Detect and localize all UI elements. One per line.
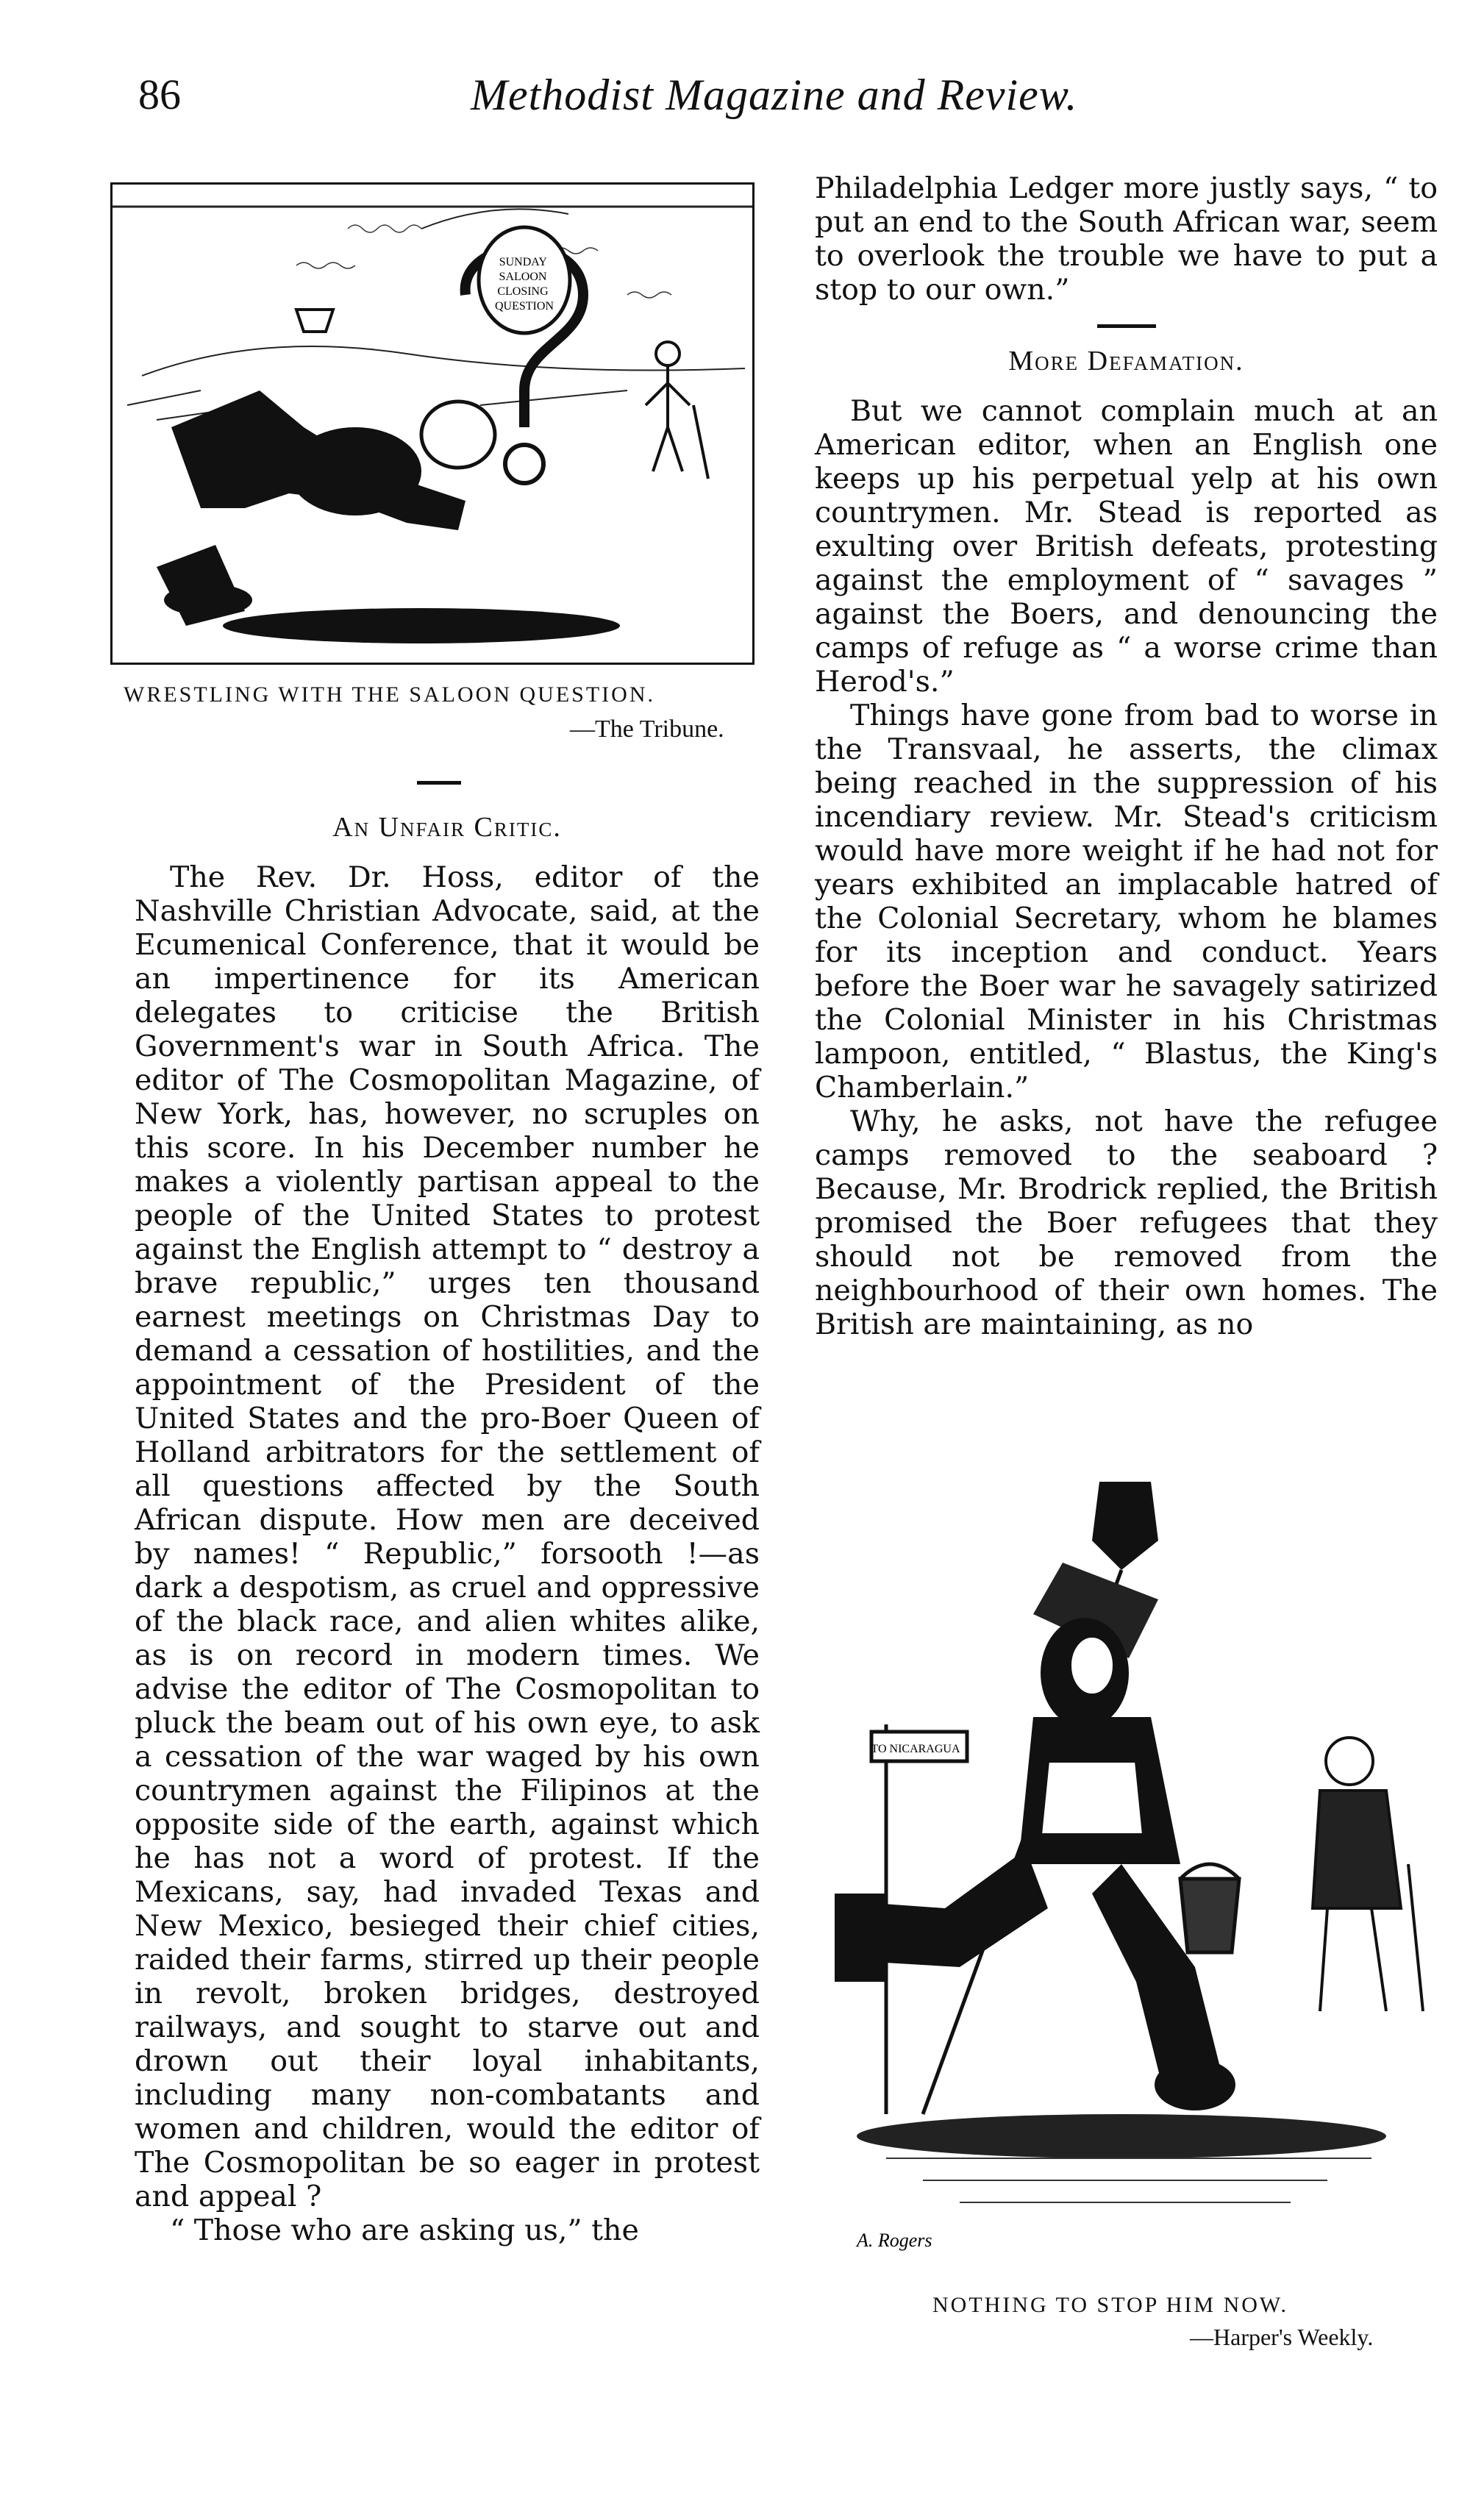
right-column: [815, 171, 1438, 1341]
paragraph: Things have gone from bad to worse in the Transvaal, he asserts, the climax being reached in the suppression of his incendiary review. Mr. Stead's criticism would have more weight if he had not for years exhibited an implacable hatred of the Colonial Secretary, whom he blames for its inception and conduct. Years before the Boer war he savagely satirized the Colonial Minister in his Christmas lampoon, entitled, “ Blastus, the King's Chamberlain.”: [815, 699, 1438, 1105]
figure2-caption: NOTHING TO STOP HIM NOW.: [932, 2293, 1288, 2317]
nicaragua-cartoon-drawing: [813, 1452, 1452, 2276]
artist-signature: A. Rogers: [857, 2230, 932, 2251]
section-separator-rule: [417, 781, 461, 785]
section-heading-unfair-critic: An Unfair Critic.: [332, 812, 562, 843]
paragraph: “ Those who are asking us,” the: [170, 2213, 639, 2247]
paragraph: But we cannot complain much at an American editor, when an English one keeps up his perpetual yelp at his own countrymen. Mr. Stead is reported as exulting over British defeats, protesting against the employment of “ savages ” against the Boers, and denouncing the camps of refuge as “ a worse crime than Herod's.”: [815, 394, 1438, 699]
page-number: 86: [138, 71, 181, 118]
running-head-title: Methodist Magazine and Review.: [471, 71, 1078, 119]
nicaragua-cartoon-illustration: [813, 1452, 1452, 2276]
paragraph: The Rev. Dr. Hoss, editor of the Nashville Christian Advocate, said, at the Ecumenical Conference, that it would be an impertinence for its American delegates to criticise the British Government's war in South Africa. The editor of The Cosmopolitan Magazine, of New York, has, however, no scruples on this score. In his December number he makes a violently partisan appeal to the people of the United States to protest against the English attempt to “ destroy a brave republic,” urges ten thousand earnest meetings on Christmas Day to demand a cessation of hostilities, and the appointment of the President of the United States and the pro-Boer Queen of Holland arbitrators for the settlement of all questions affected by the South African dispute. How men are deceived by names! “ Republic,” forsooth !—as dark a despotism, as cruel and oppressive of the black race, and alien whites alike, as is on record in modern times. We advise the editor of The Cosmopolitan to pluck the beam out of his own eye, to ask a cessation of the war waged by his own countrymen against the Filipinos at the opposite side of the earth, against which he has not a word of protest. If the Mexicans, say, had invaded Texas and New Mexico, besieged their chief cities, raided their farms, stirred up their people in revolt, broken bridges, destroyed railways, and sought to starve out and drown out their loyal inhabitants, including many non-combatants and women and children, would the editor of The Cosmopolitan be so eager in protest and appeal ?: [135, 860, 760, 2213]
saloon-cartoon-drawing: [113, 185, 752, 663]
section-separator-rule: [1097, 324, 1156, 328]
section-heading-more-defamation: More Defamation.: [1008, 346, 1244, 377]
saloon-sign-text: SUNDAY SALOON CLOSING QUESTION: [495, 256, 554, 313]
figure1-caption: WRESTLING WITH THE SALOON QUESTION.: [124, 682, 655, 707]
left-column: [135, 794, 760, 2247]
figure2-source: —Harper's Weekly.: [1190, 2324, 1374, 2350]
signpost-text: TO NICARAGUA: [871, 1743, 960, 1755]
saloon-cartoon-illustration: [110, 182, 755, 665]
figure1-source: —The Tribune.: [570, 716, 724, 743]
paragraph: Why, he asks, not have the refugee camps removed to the seaboard ? Because, Mr. Brodrick replied, the British promised the Boer refugees that they should not be removed from the neighbourhood of their own homes. The British are maintaining, as no: [815, 1105, 1438, 1341]
running-header: [0, 70, 1484, 129]
paragraph-continuation: Philadelphia Ledger more justly says, “ to put an end to the South African war, seem to overlook the trouble we have to put a stop to our own.”: [815, 171, 1438, 307]
